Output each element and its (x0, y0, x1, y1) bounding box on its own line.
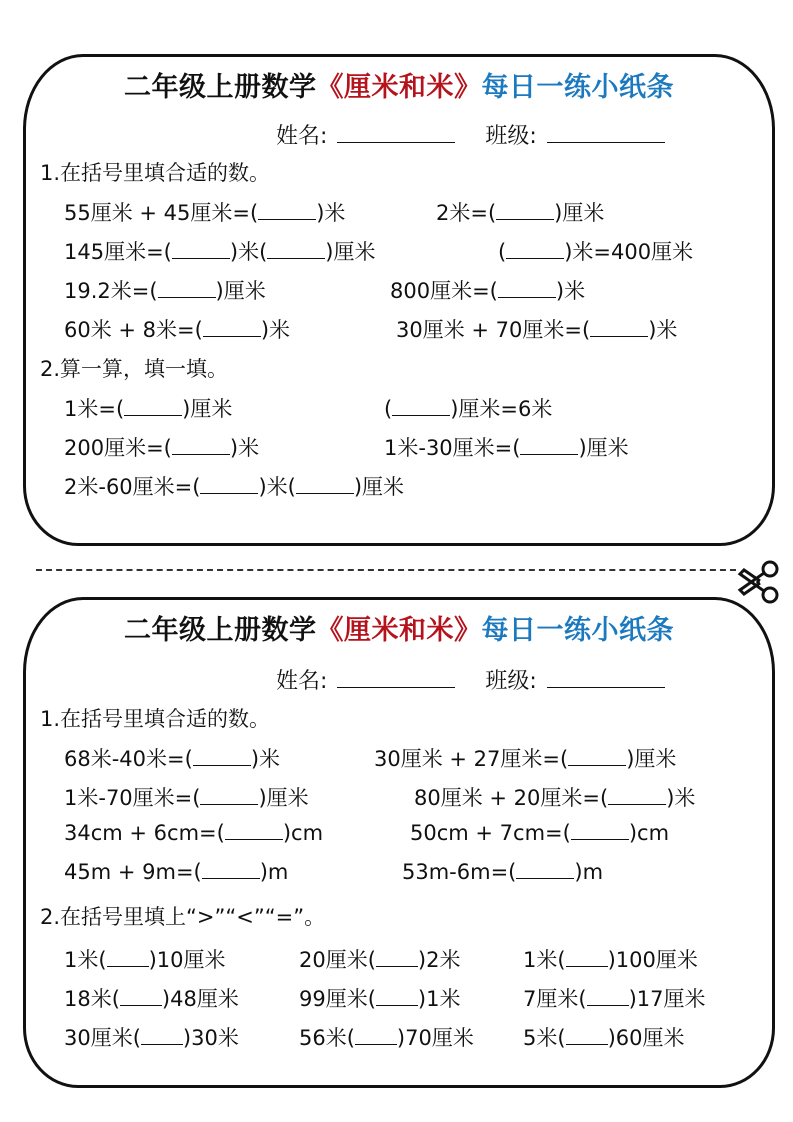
question: 800厘米=( )米 (390, 279, 586, 303)
answer-blank[interactable] (376, 987, 418, 1006)
question: 2米=( )厘米 (436, 201, 605, 225)
title-grade: 二年级上册数学 (124, 615, 317, 646)
question: 56米( )70厘米 (299, 1026, 474, 1050)
answer-blank[interactable] (498, 279, 556, 298)
answer-blank[interactable] (587, 987, 629, 1006)
answer-blank[interactable] (296, 475, 354, 494)
answer-blank[interactable] (568, 747, 626, 766)
title-topic: 《厘米和米》 (316, 615, 482, 646)
answer-blank[interactable] (355, 1026, 397, 1045)
question: 7厘米( )17厘米 (523, 987, 706, 1011)
question: 53m-6m=( )m (402, 860, 604, 884)
cut-line (36, 569, 736, 571)
name-field[interactable] (337, 124, 455, 143)
answer-blank[interactable] (506, 240, 564, 259)
question: 1米-70厘米=( )厘米 (64, 786, 309, 810)
question: 2米-60厘米=( )米( )厘米 (64, 475, 405, 499)
answer-blank[interactable] (258, 201, 316, 220)
worksheet-card-2 (23, 597, 775, 1088)
answer-blank[interactable] (203, 318, 261, 337)
section-heading: 2.算一算，填一填。 (40, 357, 229, 381)
question: 1米=( )厘米 (64, 397, 233, 421)
answer-blank[interactable] (392, 397, 450, 416)
answer-blank[interactable] (571, 821, 629, 840)
answer-blank[interactable] (608, 786, 666, 805)
question: 20厘米( )2米 (299, 948, 461, 972)
question: 1米-30厘米=( )厘米 (384, 436, 629, 460)
answer-blank[interactable] (172, 240, 230, 259)
name-label: 姓名: (276, 124, 328, 149)
section-heading: 1.在括号里填合适的数。 (40, 161, 271, 185)
question: 18米( )48厘米 (64, 987, 239, 1011)
answer-blank[interactable] (267, 240, 325, 259)
section-heading: 2.在括号里填上“>”“<”“=”。 (40, 905, 326, 929)
answer-blank[interactable] (496, 201, 554, 220)
name-field[interactable] (337, 669, 455, 688)
student-info (276, 119, 695, 150)
question: 1米( )10厘米 (64, 948, 226, 972)
answer-blank[interactable] (376, 948, 418, 967)
question: 30厘米( )30米 (64, 1026, 239, 1050)
scissors-icon (732, 558, 782, 606)
title-grade: 二年级上册数学 (124, 72, 317, 103)
answer-blank[interactable] (124, 397, 182, 416)
question: 45m + 9m=( )m (64, 860, 289, 884)
answer-blank[interactable] (566, 948, 608, 967)
title-daily: 每日一练小纸条 (481, 72, 674, 103)
question: 200厘米=( )米 (64, 436, 260, 460)
student-info (276, 664, 695, 695)
answer-blank[interactable] (120, 987, 162, 1006)
answer-blank[interactable] (225, 821, 283, 840)
card-title (26, 608, 772, 647)
section-heading: 1.在括号里填合适的数。 (40, 707, 271, 731)
question: 30厘米 + 70厘米=( )米 (396, 318, 678, 342)
answer-blank[interactable] (566, 1026, 608, 1045)
question: 34cm + 6cm=( )cm (64, 821, 324, 845)
answer-blank[interactable] (107, 948, 149, 967)
question: 55厘米 + 45厘米=( )米 (64, 201, 346, 225)
question: 19.2米=( )厘米 (64, 279, 266, 303)
class-field[interactable] (547, 669, 665, 688)
answer-blank[interactable] (172, 436, 230, 455)
question: 5米( )60厘米 (523, 1026, 685, 1050)
class-field[interactable] (547, 124, 665, 143)
answer-blank[interactable] (202, 860, 260, 879)
answer-blank[interactable] (520, 436, 578, 455)
answer-blank[interactable] (590, 318, 648, 337)
title-topic: 《厘米和米》 (316, 72, 482, 103)
question: 145厘米=( )米( )厘米 (64, 240, 376, 264)
name-label: 姓名: (276, 669, 328, 694)
answer-blank[interactable] (193, 747, 251, 766)
question: 99厘米( )1米 (299, 987, 461, 1011)
question: 80厘米 + 20厘米=( )米 (414, 786, 696, 810)
question: 68米-40米=( )米 (64, 747, 281, 771)
answer-blank[interactable] (141, 1026, 183, 1045)
answer-blank[interactable] (516, 860, 574, 879)
question: 30厘米 + 27厘米=( )厘米 (374, 747, 677, 771)
answer-blank[interactable] (200, 475, 258, 494)
answer-blank[interactable] (158, 279, 216, 298)
answer-blank[interactable] (200, 786, 258, 805)
question: 1米( )100厘米 (523, 948, 698, 972)
question: 50cm + 7cm=( )cm (410, 821, 670, 845)
question: ( )米=400厘米 (498, 240, 694, 264)
class-label: 班级: (485, 669, 537, 694)
question: ( )厘米=6米 (384, 397, 553, 421)
question: 60米 + 8米=( )米 (64, 318, 291, 342)
card-title (26, 65, 772, 104)
worksheet-card-1 (23, 54, 775, 546)
class-label: 班级: (485, 124, 537, 149)
title-daily: 每日一练小纸条 (481, 615, 674, 646)
